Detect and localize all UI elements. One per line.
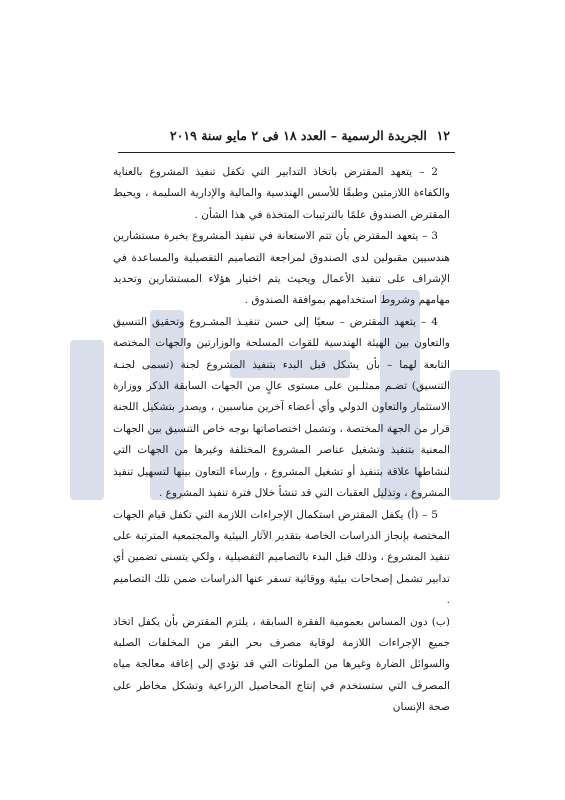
paragraph-3: 3 – يتعهد المقترض بأن تتم الاستعانة في تنفيذ المشروع بخبرة مستشارين هندسيين مقبولين لدى الصندوق لمراجعة التصاميم التفصيلية والمساعدة في الإشراف على تنفيذ الأعمال ويحيث يتم اختيار هؤلاء المستشارين وتحديد مهامهم وشروط استخدامهم بموافقة الصندوق . (113, 230, 450, 307)
paragraph-5a: 5 – (أ) يكفل المقترض استكمال الإجراءات اللازمة التي تكفل قيام الجهات المختصة بإنجاز الدراسات الخاصة بتقدير الآثار البيئية والمجتمعية المترتبة على تنفيذ المشروع ، وذلك قبل البدء بالتصاميم التفصيلية ، ولكي يتسنى تضمين أي تدابير تشمل إصحاحات بيئية ووقائية تسفر عنها الدراسات ضمن تلك التصاميم . (113, 508, 450, 607)
paragraph-4: 4 – يتعهد المقترض – سعيًا إلى حسن تنفيـذ المشـروع وتحقيق التنسيق والتعاون بين الهيئة الهندسية للقوات المسلحة والوزارتين والجهات المختصة التابعة لهما – بأن يشكل قبل البدء بتنفيذ المشروع لجنة (تسمى لجنـة التنسيق) تضـم ممثلـين على مستوى عالٍ من الجهات السابقة الذكر ووزارة الاستثمار والتعاون الدولي وأي أعضاء آخرين مناسبين ، ويصدر بتشكيل اللجنة قرار من الجهة المختصة ، وتشمل اختصاصاتها بوجه خاص التنسيق بين الجهات المعنية بتنفيذ وتشغيل عناصر المشروع المختلفة وغيرها من الجهات التي لنشاطها علاقة بتنفيذ أو تشغيل المشروع ، وإرساء التعاون بينها لتسهيل تنفيذ المشروع ، وتذليل العقبات التي قد تنشأ خلال فترة تنفيذ المشروع . (113, 315, 450, 500)
header-divider (118, 152, 455, 153)
page-number: ١٢ (436, 128, 450, 143)
paragraph-2: 2 – يتعهد المقترض باتخاذ التدابير التي تكفل تنفيذ المشروع بالعناية والكفاءة اللازمتين وطبقًا للأسس الهندسية والمالية والإدارية السليمة ، ويحيط المقترض الصندوق علمًا بالترتيبات المتخذة في هذا الشأن . (113, 166, 450, 221)
document-body (113, 162, 450, 719)
paragraph-5b: (ب) دون المساس بعمومية الفقرة السابقة ، يلتزم المقترض بأن يكفل اتخاذ جميع الإجراءات اللازمة لوقاية مصرف بحر البقر من المخلفات الصلبة والسوائل الضارة وغيرها من الملوثات التي قد تؤدي إلى إعاقة معالجة مياه المصرف التي ستستخدم في إنتاج المحاصيل الزراعية وتشكل مخاطر على صحة الإنسان (113, 615, 450, 714)
page-header (170, 128, 450, 150)
gazette-title: الجريدة الرسمية – العدد ١٨ فى ٢ مايو سنة ٢٠١٩ (170, 128, 427, 143)
